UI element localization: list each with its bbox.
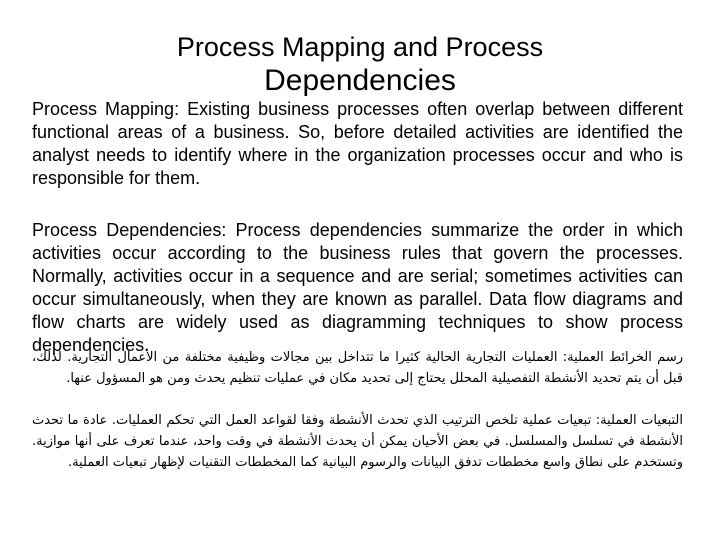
title-line-2: Dependencies	[264, 64, 456, 97]
slide-title	[60, 30, 660, 98]
arabic-process-dependencies-paragraph: التبعيات العملية: تبعيات عملية تلخص الترتيب الذي تحدث الأنشطة وفقا لقواعد العمل التي تحكم العمليات. عادة ما تحدث الأنشطة في تسلسل والمسلسل. في بعض الأحيان يمكن أن يحدث الأنشطة في وقت واحد، عندما تعرف على أنها موازية. وتستخدم على نطاق واسع مخططات تدفق البيانات والرسوم البيانية كما المخططات التقنيات لإظهار تبعيات العملية.	[32, 413, 683, 470]
title-line-1: Process Mapping and Process	[176, 32, 544, 62]
process-mapping-paragraph	[32, 98, 683, 190]
process-dependencies-paragraph	[32, 219, 683, 357]
process-dependencies-body: Process dependencies summarize the order in which activities occur according to the business rules that govern the processes. Normally, activities occur in a sequence and are serial; sometimes activities can occur simultaneously, when they are known as parallel. Data flow diagrams and flow charts are widely used as diagramming techniques to show process dependencies.	[32, 220, 684, 355]
process-dependencies-term: Process Dependencies:	[32, 220, 227, 240]
process-mapping-term: Process Mapping:	[32, 99, 180, 119]
arabic-process-mapping-paragraph: رسم الخرائط العملية: العمليات التجارية الحالية كثيرا ما تتداخل بين مجالات وظيفية مختلفة من الأعمال التجارية. لذلك، قبل أن يتم تحديد الأنشطة التفصيلية المحلل يحتاج إلى تحديد مكان في عمليات تنظيم يحدث ومن هو المسؤول عنها.	[32, 350, 683, 386]
process-mapping-body: Existing business processes often overlap between different functional areas of a business. So, before detailed activities are identified the analyst needs to identify where in the organization processes occur and who is responsible for them.	[32, 99, 684, 188]
